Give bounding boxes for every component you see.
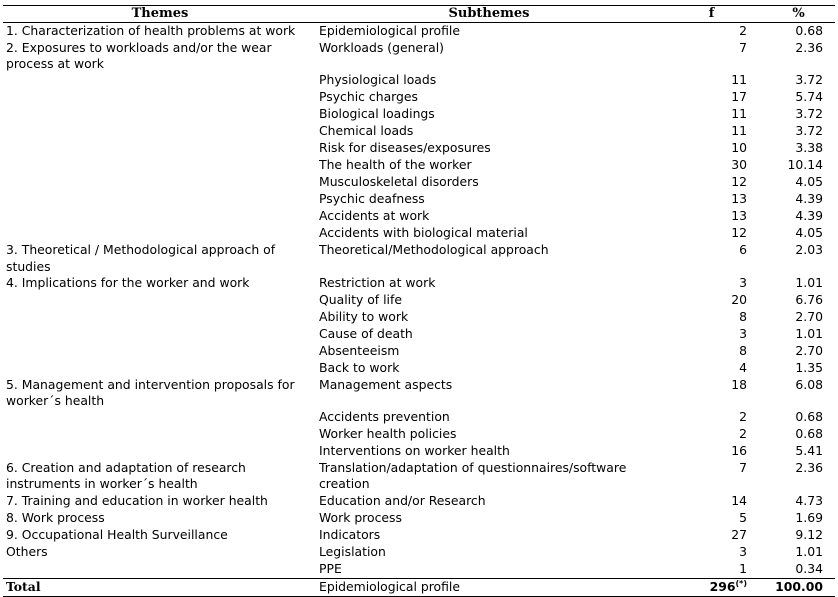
frequency-cell: 3 [739,543,747,559]
table-row [3,443,835,460]
table-row [3,275,835,292]
subtheme-cell: Management aspects [319,376,453,392]
theme-cell [3,72,316,89]
table-row [3,123,835,140]
percent-cell: 2.03 [795,242,823,258]
frequency-cell: 3 [739,274,747,290]
subtheme-cell: Chemical loads [319,123,414,139]
total-f-note: (*) [735,578,747,588]
frequency-cell: 6 [739,242,747,258]
frequency-cell: 8 [739,342,747,358]
theme-cell [3,174,316,191]
percent-cell: 6.08 [795,376,823,392]
table-row [3,23,835,41]
percent-cell: 0.68 [795,23,823,38]
percent-cell: 10.14 [787,157,823,173]
subtheme-cell: Absenteeism [319,342,400,358]
subtheme-cell: Physiological loads [319,72,437,88]
table-row [3,72,835,89]
total-row [3,578,835,596]
frequency-cell: 18 [731,376,747,392]
percent-cell: 1.69 [795,509,823,525]
frequency-cell: 10 [731,140,747,156]
subtheme-cell: Worker health policies [319,426,457,442]
percent-cell: 0.68 [795,409,823,425]
header-row [3,6,835,23]
table-row [3,106,835,123]
subtheme-cell: Cause of death [319,325,413,341]
table-row [3,174,835,191]
theme-cell [3,140,316,157]
theme-cell: 1. Characterization of health problems at work [6,23,296,38]
table-row [3,426,835,443]
percent-cell: 2.70 [795,342,823,358]
table-row [3,544,835,561]
percent-cell: 2.36 [795,40,823,55]
frequency-cell: 20 [731,291,747,307]
theme-cell [3,157,316,174]
theme-cell: 5. Management and intervention proposals for worker´s health [6,376,295,409]
table-row [3,242,835,274]
theme-cell: 8. Work process [6,509,105,525]
table-row [3,493,835,510]
total-percent: 100.00 [761,578,835,596]
subtheme-cell: Translation/adaptation of questionnaires/software creation [319,460,627,492]
total-subtheme: Epidemiological profile [316,578,661,596]
theme-cell [3,309,316,326]
percent-cell: 4.73 [795,492,823,508]
total-label: Total [3,578,316,596]
theme-cell [3,326,316,343]
theme-cell [3,225,316,242]
subtheme-cell: Back to work [319,359,400,375]
percent-cell: 0.34 [795,560,823,576]
frequency-cell: 2 [739,409,747,425]
table-row [3,157,835,174]
percent-cell: 1.01 [795,274,823,290]
header-frequency: f [661,6,761,23]
header-percent: % [761,6,835,23]
percent-cell: 4.05 [795,225,823,241]
frequency-cell: 27 [731,526,747,542]
table-row [3,527,835,544]
table-row [3,225,835,242]
theme-cell: 2. Exposures to workloads and/or the wear process at work [6,40,272,72]
theme-cell [3,426,316,443]
percent-cell: 9.12 [795,526,823,542]
frequency-cell: 2 [739,426,747,442]
theme-cell [3,106,316,123]
subtheme-cell: Psychic charges [319,89,418,105]
percent-cell: 3.72 [795,72,823,88]
frequency-cell: 7 [739,460,747,476]
frequency-cell: 11 [731,123,747,139]
percent-cell: 3.72 [795,106,823,122]
theme-cell [3,123,316,140]
theme-cell [3,360,316,377]
table-row [3,89,835,106]
percent-cell: 6.76 [795,291,823,307]
subtheme-cell: Indicators [319,526,381,542]
theme-cell [3,443,316,460]
theme-cell [3,208,316,225]
subtheme-cell: Interventions on worker health [319,443,510,459]
themes-table [3,5,835,597]
table-header [3,6,835,23]
theme-cell: 4. Implications for the worker and work [6,274,250,290]
percent-cell: 2.36 [795,460,823,476]
subtheme-cell: Theoretical/Methodological approach [319,242,549,258]
table-footer [3,578,835,596]
table-row [3,326,835,343]
percent-cell: 4.39 [795,191,823,207]
frequency-cell: 13 [731,208,747,224]
frequency-cell: 17 [731,89,747,105]
table-row [3,377,835,409]
theme-cell [3,292,316,309]
table-row [3,360,835,377]
percent-cell: 5.41 [795,443,823,459]
subtheme-cell: Legislation [319,543,386,559]
percent-cell: 1.35 [795,359,823,375]
percent-cell: 5.74 [795,89,823,105]
frequency-cell: 7 [739,40,747,55]
total-f-value: 296 [709,578,736,594]
percent-cell: 4.39 [795,208,823,224]
theme-cell: 9. Occupational Health Surveillance [6,526,228,542]
frequency-cell: 13 [731,191,747,207]
subtheme-cell: Education and/or Research [319,492,486,508]
theme-cell [3,191,316,208]
frequency-cell: 5 [739,509,747,525]
frequency-cell: 12 [731,174,747,190]
subtheme-cell: Work process [319,509,402,525]
header-subthemes: Subthemes [316,6,661,23]
subtheme-cell: Accidents prevention [319,409,450,425]
subtheme-cell: Biological loadings [319,106,435,122]
percent-cell: 2.70 [795,308,823,324]
table-row [3,40,835,72]
subtheme-cell: Epidemiological profile [319,23,460,38]
table-row [3,191,835,208]
percent-cell: 3.72 [795,123,823,139]
table-row [3,309,835,326]
table-row [3,140,835,157]
frequency-cell: 8 [739,308,747,324]
frequency-cell: 14 [731,492,747,508]
percent-cell: 1.01 [795,543,823,559]
theme-cell [3,89,316,106]
table-row [3,510,835,527]
subtheme-cell: Accidents with biological material [319,225,528,241]
theme-cell: 6. Creation and adaptation of research instruments in worker´s health [6,460,246,492]
subtheme-cell: The health of the worker [319,157,472,173]
percent-cell: 1.01 [795,325,823,341]
table-row [3,208,835,225]
theme-cell [3,409,316,426]
percent-cell: 3.38 [795,140,823,156]
frequency-cell: 16 [731,443,747,459]
frequency-cell: 11 [731,106,747,122]
frequency-cell: 3 [739,325,747,341]
subtheme-cell: Musculoskeletal disorders [319,174,479,190]
total-frequency [661,578,761,596]
percent-cell: 4.05 [795,174,823,190]
frequency-cell: 4 [739,359,747,375]
table-row [3,292,835,309]
theme-cell [3,343,316,360]
theme-cell: Others [6,543,48,559]
table-row [3,561,835,579]
subtheme-cell: Ability to work [319,308,409,324]
frequency-cell: 11 [731,72,747,88]
subtheme-cell: Accidents at work [319,208,430,224]
header-themes: Themes [3,6,316,23]
frequency-cell: 2 [739,23,747,38]
subtheme-cell: Psychic deafness [319,191,425,207]
subtheme-cell: Quality of life [319,291,402,307]
subtheme-cell: Restriction at work [319,274,436,290]
table-body [3,23,835,579]
themes-table-container [3,5,835,597]
frequency-cell: 1 [739,560,747,576]
subtheme-cell: Risk for diseases/exposures [319,140,491,156]
theme-cell: 3. Theoretical / Methodological approach of studies [6,242,276,274]
percent-cell: 0.68 [795,426,823,442]
frequency-cell: 12 [731,225,747,241]
frequency-cell: 30 [731,157,747,173]
theme-cell: 7. Training and education in worker health [6,492,268,508]
theme-cell [3,561,316,579]
table-row [3,409,835,426]
subtheme-cell: PPE [319,560,342,576]
table-row [3,460,835,492]
table-row [3,343,835,360]
subtheme-cell: Workloads (general) [319,40,445,55]
